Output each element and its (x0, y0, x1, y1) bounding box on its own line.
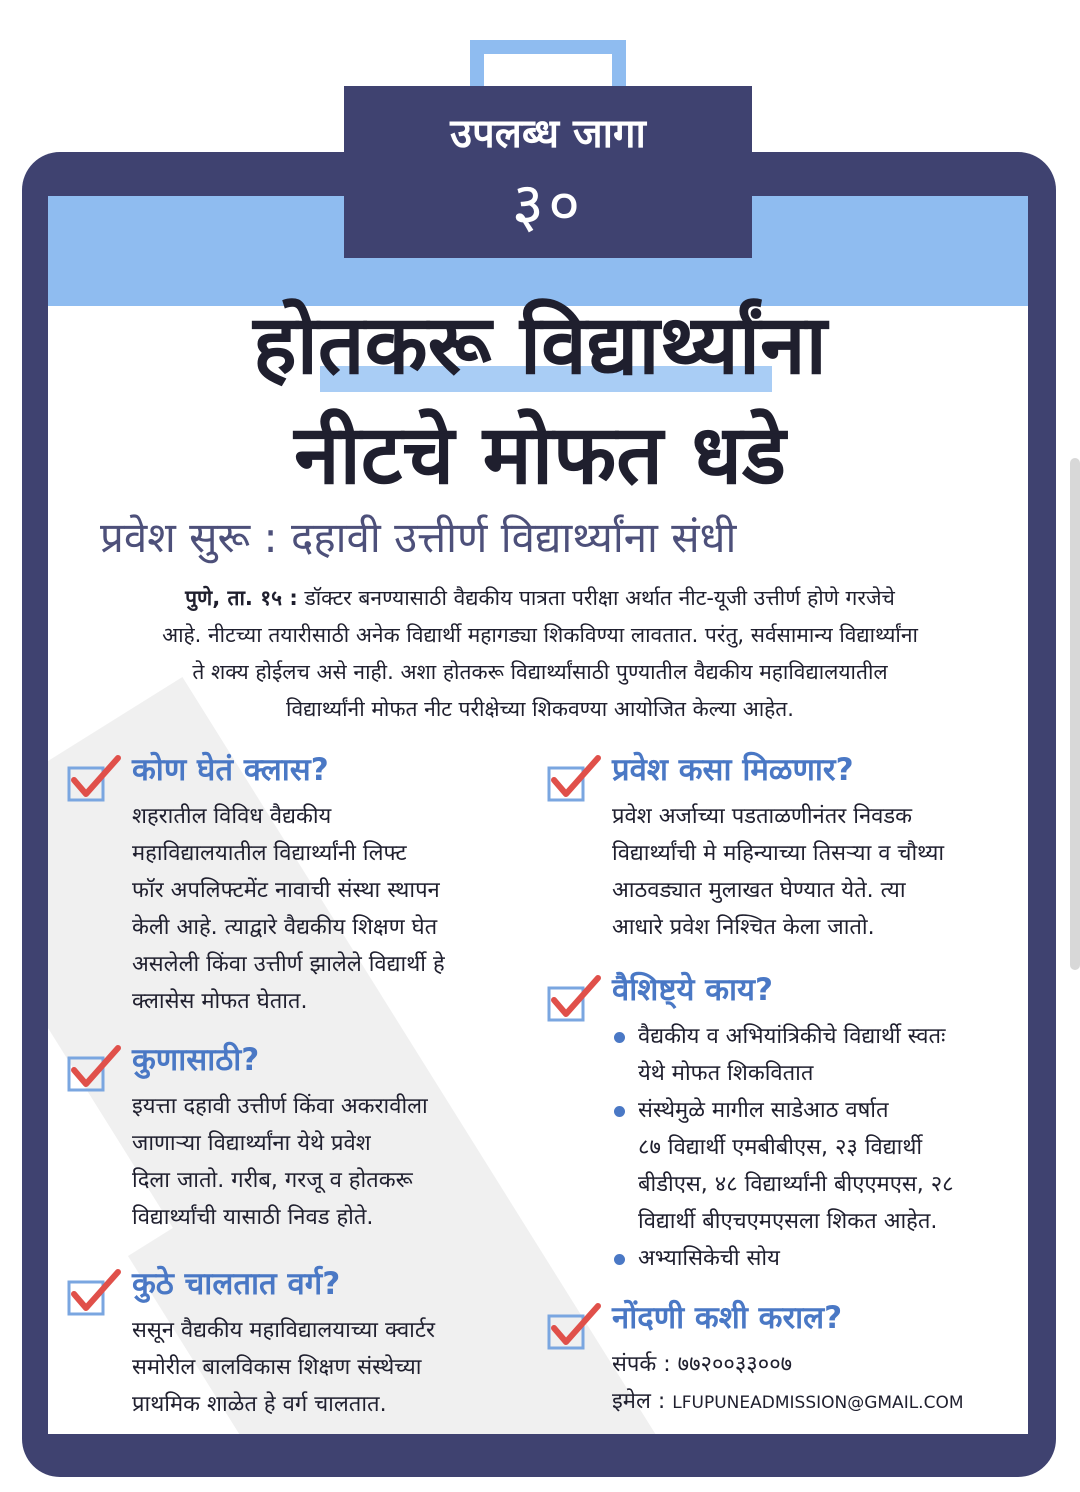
body-line: क्लासेस मोफत घेतात. (132, 989, 308, 1014)
intro-line: आहे. नीटच्या तयारीसाठी अनेक विद्यार्थी महागड्या शिकविण्या लावतात. परंतु, सर्वसामान्य विद्यार्थ्यांना (162, 623, 918, 647)
body-line: असलेली किंवा उत्तीर्ण झालेले विद्यार्थी हे (132, 952, 445, 977)
body-line: शहरातील विविध वैद्यकीय (132, 804, 332, 829)
body-line: वैद्यकीय व अभियांत्रिकीचे विद्यार्थी स्वतः (638, 1024, 946, 1049)
section-body (132, 798, 445, 1020)
headline-line-1: होतकरू विद्यार्थ्यांना (253, 298, 827, 393)
list-item (612, 1092, 954, 1240)
section-title: कुणासाठी? (132, 1042, 260, 1078)
body-line: फॉर अपलिफ्टमेंट नावाची संस्था स्थापन (132, 878, 440, 903)
body-line: समोरील बालविकास शिक्षण संस्थेच्या (132, 1355, 422, 1380)
body-line: येथे मोफत शिकवितात (638, 1061, 814, 1086)
checkmark-icon (66, 1266, 124, 1318)
body-line: इयत्ता दहावी उत्तीर्ण किंवा अकरावीला (132, 1094, 428, 1119)
headline-line-2: नीटचे मोफत धडे (294, 408, 786, 503)
section-body (132, 1088, 428, 1236)
subtitle: प्रवेश सुरू : दहावी उत्तीर्ण विद्यार्थ्यांना संधी (100, 513, 737, 562)
body-line: विद्यार्थ्यांची मे महिन्याच्या तिसऱ्या व चौथ्या (612, 841, 945, 866)
body-line: विद्यार्थ्यांची यासाठी निवड होते. (132, 1205, 374, 1230)
checkmark-icon (546, 972, 604, 1024)
body-line: बीडीएस, ४८ विद्यार्थ्यांनी बीएएमएस, २८ (638, 1172, 954, 1197)
email-line (612, 1383, 964, 1422)
section-body (612, 1346, 964, 1422)
body-line: संस्थेमुळे मागील साडेआठ वर्षात (638, 1098, 889, 1123)
body-line: दिला जातो. गरीब, गरजू व होतकरू (132, 1168, 413, 1193)
body-line: प्रवेश अर्जाच्या पडताळणीनंतर निवडक (612, 804, 913, 829)
intro-paragraph (78, 580, 1002, 728)
body-line: अभ्यासिकेची सोय (638, 1246, 780, 1271)
body-line: विद्यार्थी बीएचएमएसला शिकत आहेत. (638, 1209, 938, 1234)
checkmark-icon (66, 1042, 124, 1094)
section-title: वैशिष्ट्ये काय? (612, 972, 774, 1008)
intro-line: ते शक्य होईलच असे नाही. अशा होतकरू विद्यार्थ्यांसाठी पुण्यातील वैद्यकीय महाविद्यालयातील (192, 660, 888, 684)
body-line: केली आहे. त्याद्वारे वैद्यकीय शिक्षण घेत (132, 915, 438, 940)
seats-label: उपलब्ध जागा (450, 111, 646, 157)
section-body (612, 798, 944, 946)
body-line: प्राथमिक शाळेत हे वर्ग चालतात. (132, 1392, 387, 1417)
checkmark-icon (66, 752, 124, 804)
body-line: आठवड्यात मुलाखत घेण्यात येते. त्या (612, 878, 906, 903)
section-title: कोण घेतं क्लास? (132, 752, 329, 788)
body-line: महाविद्यालयातील विद्यार्थ्यांनी लिफ्ट (132, 841, 407, 866)
list-item (612, 1018, 954, 1092)
intro-line: डॉक्टर बनण्यासाठी वैद्यकीय पात्रता परीक्षा अर्थात नीट-यूजी उत्तीर्ण होणे गरजेचे (304, 586, 895, 610)
scrollbar[interactable] (1070, 458, 1080, 970)
email-label: इमेल : (612, 1389, 666, 1414)
section-title: नोंदणी कशी कराल? (612, 1300, 843, 1336)
body-line: आधारे प्रवेश निश्चित केला जातो. (612, 915, 875, 940)
dateline: पुणे, ता. १५ : (185, 586, 298, 610)
checkmark-icon (546, 752, 604, 804)
feature-list (612, 1018, 954, 1277)
contact-label: संपर्क : (612, 1352, 671, 1377)
section-title: कुठे चालतात वर्ग? (132, 1266, 341, 1302)
contact-number[interactable]: ७७२००३३००७ (677, 1352, 793, 1377)
body-line: ससून वैद्यकीय महाविद्यालयाच्या क्वार्टर (132, 1318, 435, 1343)
section-body (132, 1312, 435, 1423)
intro-line: विद्यार्थ्यांनी मोफत नीट परीक्षेच्या शिकवण्या आयोजित केल्या आहेत. (286, 697, 794, 721)
section-title: प्रवेश कसा मिळणार? (612, 752, 854, 788)
body-line: ८७ विद्यार्थी एमबीबीएस, २३ विद्यार्थी (638, 1135, 923, 1160)
seats-count: ३० (511, 168, 585, 241)
seats-badge (344, 86, 752, 258)
body-line: जाणाऱ्या विद्यार्थ्यांना येथे प्रवेश (132, 1131, 371, 1156)
email-link[interactable]: LFUPUNEADMISSION@GMAIL.COM (672, 1393, 964, 1413)
contact-line (612, 1346, 964, 1383)
list-item (612, 1240, 954, 1277)
checkmark-icon (546, 1300, 604, 1352)
